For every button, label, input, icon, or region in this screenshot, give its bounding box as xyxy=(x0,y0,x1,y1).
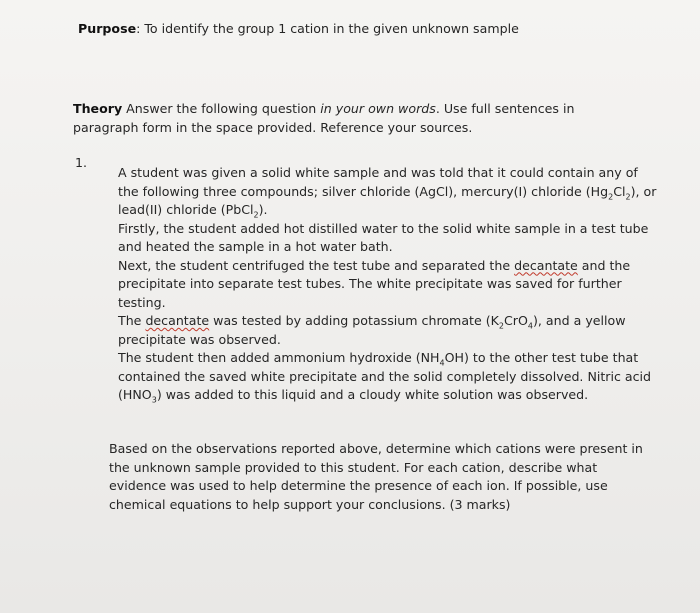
question-prompt-text: Based on the observations reported above, determine which cations were present in the unknown sample provided to this student. For each cation, describe what evidence was used to help determine the presence of each ion. If possible, use chemical equations to help support your conclusions. (3 marks) xyxy=(109,441,643,512)
theory-instructions xyxy=(73,100,633,137)
p4-sub-2: 4 xyxy=(527,321,533,331)
theory-text-italic: in your own words xyxy=(320,101,436,116)
question-paragraph-4 xyxy=(118,312,658,349)
p3-text-a: Next, the student centrifuged the test tube and separated the xyxy=(118,257,515,273)
p3-text-b: and the precipitate into separate test tubes. The white precipitate was saved for further testing. xyxy=(118,257,631,310)
p1-text-d: ). xyxy=(258,202,268,217)
p4-spellcheck-word: decantate xyxy=(145,313,210,328)
p1-text-b: Cl xyxy=(613,183,626,199)
p1-sub-1: 2 xyxy=(608,192,614,202)
theory-text-a: Answer the following question xyxy=(122,101,321,116)
p4-text-c: ), and a yellow precipitate was observed. xyxy=(118,313,626,347)
p4-text-a: was tested by adding potassium chromate (K xyxy=(209,313,499,328)
p5-sub-1: 4 xyxy=(439,358,445,368)
p5-text-c: ) was added to this liquid and a cloudy white solution was observed. xyxy=(156,387,589,402)
p1-sub-3: 2 xyxy=(253,210,259,220)
question-paragraph-5 xyxy=(118,349,658,405)
question-paragraph-1 xyxy=(118,164,658,220)
p4-sub-1: 2 xyxy=(498,321,504,331)
p4-text-b: CrO xyxy=(504,313,528,328)
question-prompt xyxy=(109,440,649,514)
question-paragraph-3 xyxy=(118,257,658,313)
question-body xyxy=(118,164,658,405)
p1-text-c: ), or lead(II) chloride (PbCl xyxy=(118,183,657,217)
question-number: 1. xyxy=(75,155,88,170)
p1-text-a: A student was given a solid white sample and was told that it could contain any of the following three compounds; silver chloride (AgCl), mercury(I) chloride (Hg xyxy=(118,165,638,199)
p5-text-b: OH) to the other test tube that contained the saved white precipitate and the solid completely dissolved. Nitric acid (HNO xyxy=(118,350,652,402)
p3-spellcheck-word: decantate xyxy=(514,257,578,273)
purpose-text: : To identify the group 1 cation in the given unknown sample xyxy=(136,21,519,36)
purpose-label: Purpose xyxy=(78,21,137,36)
p4-text-pre: The xyxy=(118,313,146,328)
p1-sub-2: 2 xyxy=(625,192,631,202)
theory-text-b: . Use full sentences in paragraph form in the space provided. Reference your sources. xyxy=(73,101,575,135)
question-paragraph-2: Firstly, the student added hot distilled water to the solid white sample in a test tube and heated the sample in a hot water bath. xyxy=(118,220,649,254)
theory-label: Theory xyxy=(73,101,123,116)
p5-text-a: The student then added ammonium hydroxide (NH xyxy=(118,350,440,365)
p5-sub-2: 3 xyxy=(151,395,157,405)
purpose-line xyxy=(78,20,658,39)
